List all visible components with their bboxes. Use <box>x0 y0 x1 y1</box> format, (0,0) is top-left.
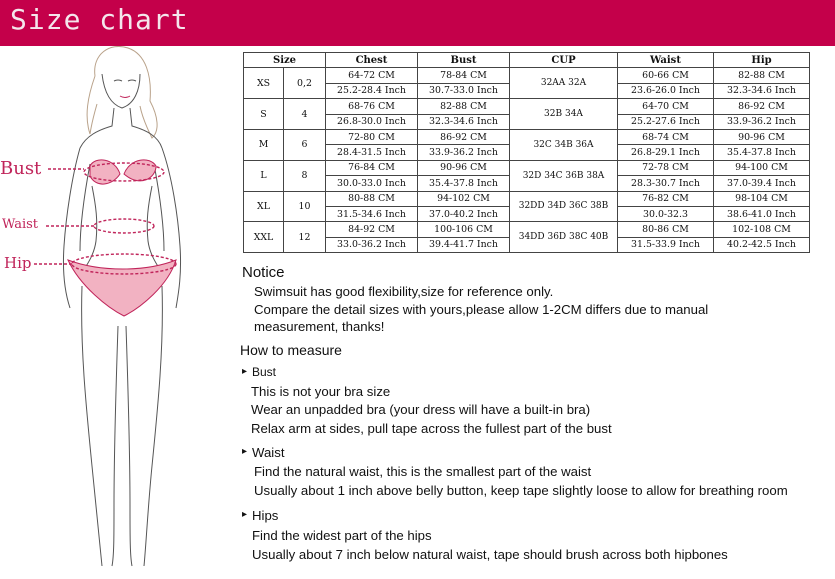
hip-inch-cell: 37.0-39.4 Inch <box>714 176 810 191</box>
hip-cm-cell: 90-96 CM <box>714 129 810 144</box>
size-cell: XS <box>244 68 284 99</box>
waist-instruction: Find the natural waist, this is the smallest part of the waist <box>254 464 592 479</box>
bust-cm-cell: 100-106 CM <box>418 222 510 237</box>
bust-heading: Bust <box>252 365 277 379</box>
hip-inch-cell: 33.9-36.2 Inch <box>714 114 810 129</box>
bust-header: Bust <box>418 53 510 68</box>
waist-header: Waist <box>618 53 714 68</box>
hip-label: Hip <box>4 254 32 272</box>
table-row <box>244 99 810 114</box>
bust-instruction: This is not your bra size <box>251 384 391 399</box>
bust-cm-cell: 82-88 CM <box>418 99 510 114</box>
chest-cm-cell: 72-80 CM <box>326 129 418 144</box>
waist-inch-cell: 23.6-26.0 Inch <box>618 83 714 98</box>
size-number-cell: 6 <box>284 129 326 160</box>
chest-inch-cell: 25.2-28.4 Inch <box>326 83 418 98</box>
waist-cm-cell: 76-82 CM <box>618 191 714 206</box>
bust-instruction: Relax arm at sides, pull tape across the fullest part of the bust <box>251 421 612 436</box>
waist-cm-cell: 80-86 CM <box>618 222 714 237</box>
waist-cm-cell: 72-78 CM <box>618 160 714 175</box>
table-row <box>244 160 810 175</box>
bust-inch-cell: 33.9-36.2 Inch <box>418 145 510 160</box>
waist-instruction: Usually about 1 inch above belly button, keep tape slightly loose to allow for breathing room <box>254 483 788 498</box>
waist-inch-cell: 31.5-33.9 Inch <box>618 237 714 252</box>
waist-cm-cell: 64-70 CM <box>618 99 714 114</box>
page-title: Size chart <box>10 3 189 36</box>
waist-cm-cell: 60-66 CM <box>618 68 714 83</box>
body-illustration <box>0 46 240 574</box>
size-number-cell: 4 <box>284 99 326 130</box>
chest-header: Chest <box>326 53 418 68</box>
cup-cell: 32AA 32A <box>510 68 618 99</box>
waist-inch-cell: 28.3-30.7 Inch <box>618 176 714 191</box>
chest-inch-cell: 30.0-33.0 Inch <box>326 176 418 191</box>
hip-header: Hip <box>714 53 810 68</box>
waist-heading: Waist <box>252 445 285 460</box>
title-banner <box>0 0 835 46</box>
notice-title: Notice <box>242 264 285 281</box>
size-number-cell: 10 <box>284 191 326 222</box>
size-number-cell: 0,2 <box>284 68 326 99</box>
size-cell: S <box>244 99 284 130</box>
bust-inch-cell: 35.4-37.8 Inch <box>418 176 510 191</box>
waist-inch-cell: 25.2-27.6 Inch <box>618 114 714 129</box>
bust-inch-cell: 32.3-34.6 Inch <box>418 114 510 129</box>
table-row <box>244 129 810 144</box>
bust-inch-cell: 39.4-41.7 Inch <box>418 237 510 252</box>
hip-cm-cell: 86-92 CM <box>714 99 810 114</box>
cup-cell: 32D 34C 36B 38A <box>510 160 618 191</box>
size-number-cell: 12 <box>284 222 326 253</box>
cup-header: CUP <box>510 53 618 68</box>
waist-inch-cell: 30.0-32.3 <box>618 206 714 221</box>
bust-instruction: Wear an unpadded bra (your dress will have a built-in bra) <box>251 402 591 417</box>
bust-cm-cell: 78-84 CM <box>418 68 510 83</box>
notice-line: Compare the detail sizes with yours,please allow 1-2CM differs due to manual <box>254 302 709 317</box>
bust-inch-cell: 30.7-33.0 Inch <box>418 83 510 98</box>
chest-inch-cell: 26.8-30.0 Inch <box>326 114 418 129</box>
how-to-measure-title: How to measure <box>240 342 342 358</box>
hips-instruction: Usually about 7 inch below natural waist, tape should brush across both hipbones <box>252 547 728 562</box>
hip-inch-cell: 40.2-42.5 Inch <box>714 237 810 252</box>
size-cell: L <box>244 160 284 191</box>
cup-cell: 32DD 34D 36C 38B <box>510 191 618 222</box>
waist-cm-cell: 68-74 CM <box>618 129 714 144</box>
chest-cm-cell: 84-92 CM <box>326 222 418 237</box>
size-header: Size <box>244 53 326 68</box>
waist-inch-cell: 26.8-29.1 Inch <box>618 145 714 160</box>
table-row <box>244 68 810 83</box>
bust-inch-cell: 37.0-40.2 Inch <box>418 206 510 221</box>
hip-cm-cell: 102-108 CM <box>714 222 810 237</box>
triangle-bullet-icon: ▸ <box>242 446 248 457</box>
notice-line: measurement, thanks! <box>254 319 385 334</box>
bust-label: Bust <box>0 158 42 179</box>
bust-cm-cell: 86-92 CM <box>418 129 510 144</box>
woman-figure-drawing <box>0 46 240 574</box>
chest-cm-cell: 80-88 CM <box>326 191 418 206</box>
bust-cm-cell: 90-96 CM <box>418 160 510 175</box>
table-row <box>244 191 810 206</box>
waist-label: Waist <box>2 217 39 232</box>
size-cell: M <box>244 129 284 160</box>
chest-inch-cell: 28.4-31.5 Inch <box>326 145 418 160</box>
chest-inch-cell: 33.0-36.2 Inch <box>326 237 418 252</box>
size-table <box>243 52 810 253</box>
table-header-row <box>244 53 810 68</box>
hips-instruction: Find the widest part of the hips <box>252 528 432 543</box>
hip-cm-cell: 98-104 CM <box>714 191 810 206</box>
chest-cm-cell: 68-76 CM <box>326 99 418 114</box>
size-cell: XL <box>244 191 284 222</box>
chest-inch-cell: 31.5-34.6 Inch <box>326 206 418 221</box>
size-number-cell: 8 <box>284 160 326 191</box>
triangle-bullet-icon: ▸ <box>242 509 248 520</box>
table-row <box>244 222 810 237</box>
hip-inch-cell: 32.3-34.6 Inch <box>714 83 810 98</box>
chest-cm-cell: 76-84 CM <box>326 160 418 175</box>
chest-cm-cell: 64-72 CM <box>326 68 418 83</box>
hip-inch-cell: 38.6-41.0 Inch <box>714 206 810 221</box>
cup-cell: 32C 34B 36A <box>510 129 618 160</box>
hips-heading: Hips <box>252 508 279 523</box>
bust-cm-cell: 94-102 CM <box>418 191 510 206</box>
size-cell: XXL <box>244 222 284 253</box>
hip-inch-cell: 35.4-37.8 Inch <box>714 145 810 160</box>
triangle-bullet-icon: ▸ <box>242 366 248 377</box>
hip-cm-cell: 94-100 CM <box>714 160 810 175</box>
hip-cm-cell: 82-88 CM <box>714 68 810 83</box>
cup-cell: 34DD 36D 38C 40B <box>510 222 618 253</box>
cup-cell: 32B 34A <box>510 99 618 130</box>
notice-line: Swimsuit has good flexibility,size for reference only. <box>254 284 554 299</box>
